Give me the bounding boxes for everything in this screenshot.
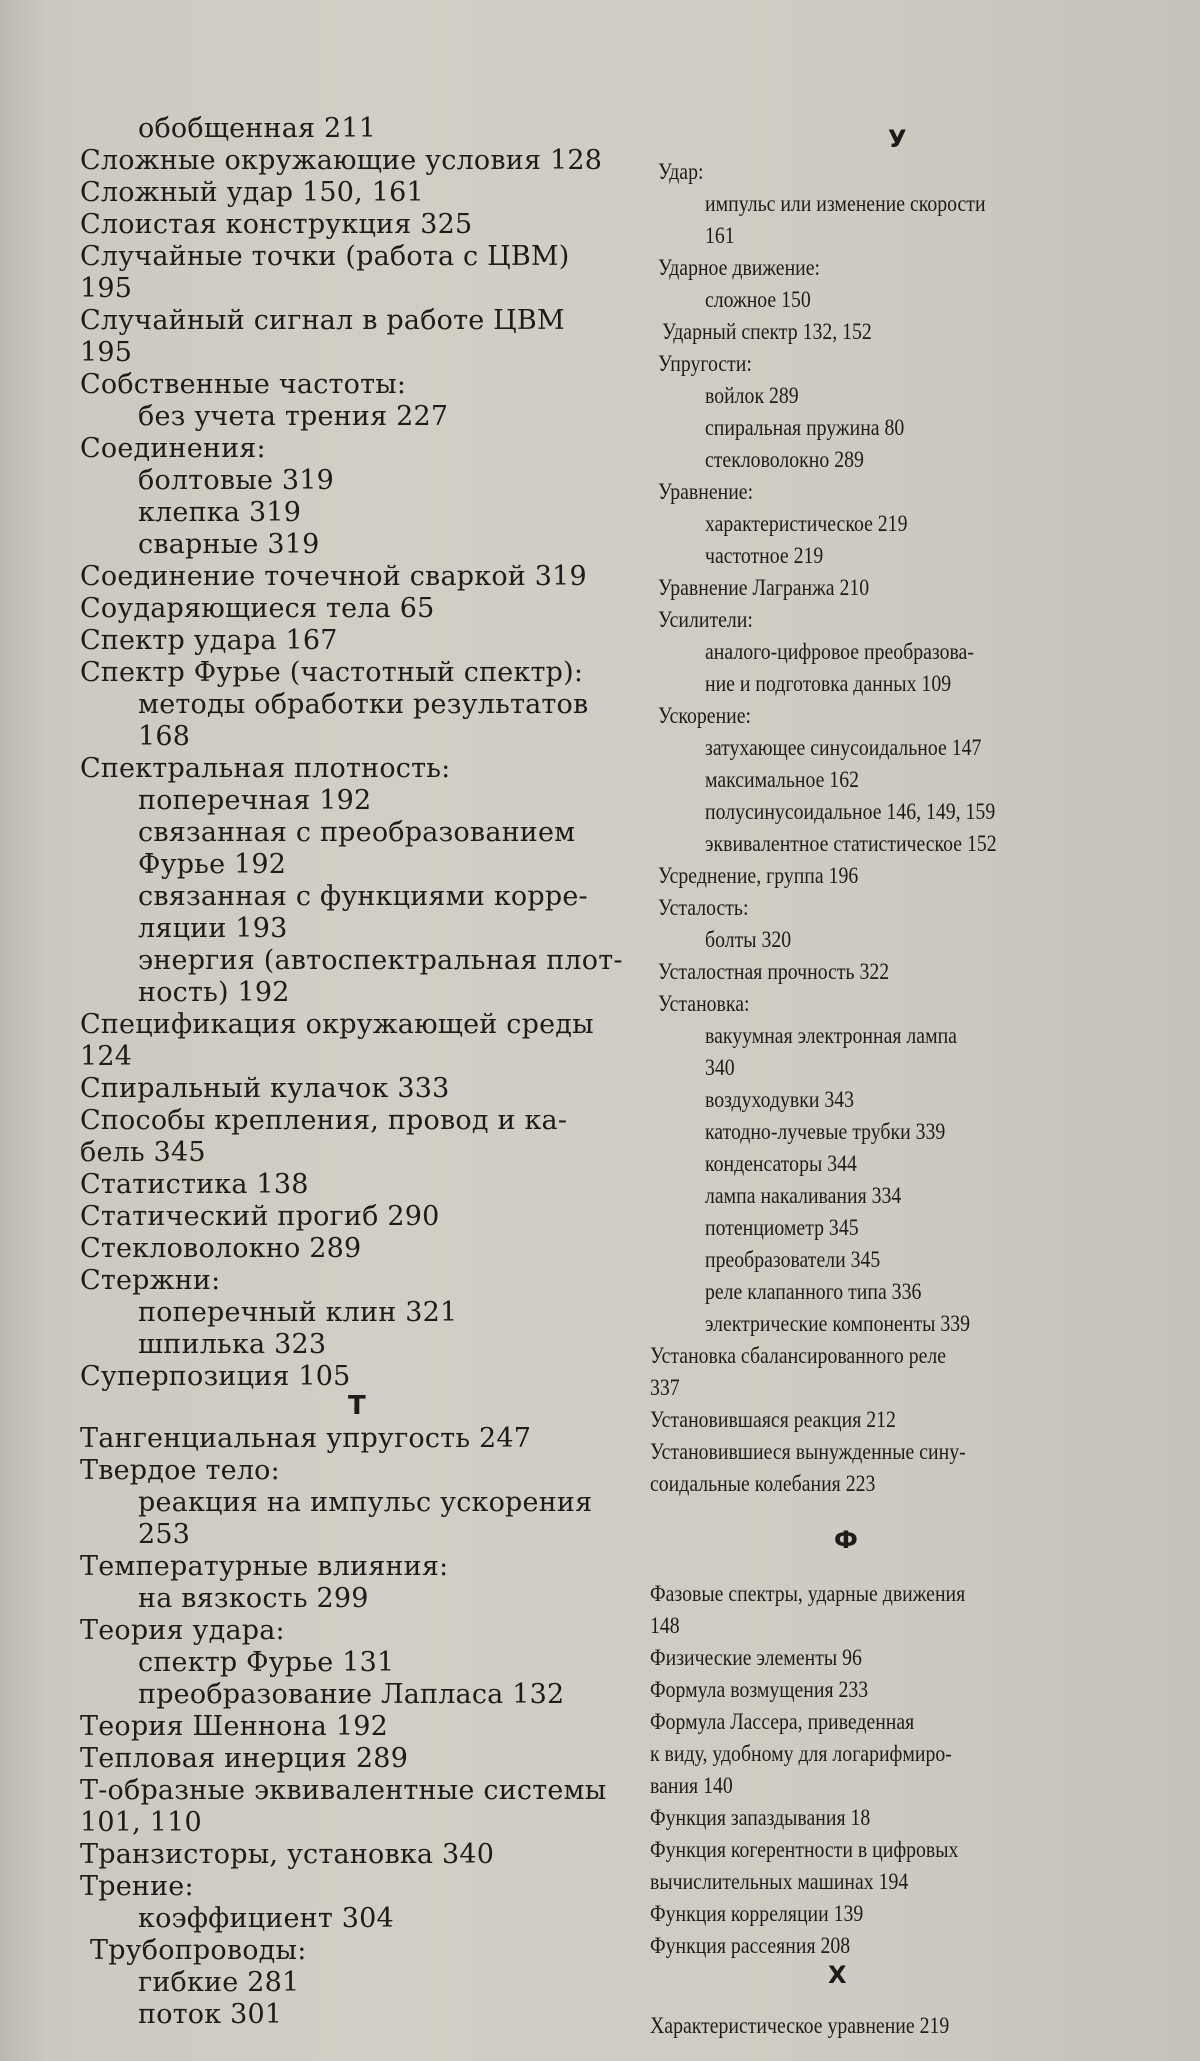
index-entry: Тепловая инерция 289 [80, 1743, 409, 1774]
index-entry: Ускорение: [658, 703, 752, 728]
index-entry: Фазовые спектры, ударные движения [650, 1581, 966, 1606]
index-entry: Усталостная прочность 322 [658, 959, 890, 984]
index-subentry: характеристическое 219 [705, 511, 908, 536]
index-entry: Установившаяся реакция 212 [650, 1407, 896, 1432]
index-entry: Теория Шеннона 192 [80, 1711, 388, 1742]
index-subentry: без учета трения 227 [138, 401, 449, 432]
index-entry-continuation: бель 345 [80, 1137, 206, 1168]
index-entry: Стержни: [80, 1265, 221, 1296]
index-entry: Твердое тело: [80, 1455, 280, 1486]
index-entry: Функция запаздывания 18 [650, 1805, 871, 1830]
index-entry-continuation: 148 [650, 1613, 680, 1638]
index-entry: Т-образные эквивалентные системы [80, 1775, 607, 1806]
index-entry: Удар: [658, 159, 704, 184]
index-subentry: сварные 319 [138, 529, 320, 560]
index-entry: Ударное движение: [658, 255, 821, 280]
index-subentry: гибкие 281 [138, 1967, 300, 1998]
index-entry: Установка сбалансированного реле [650, 1343, 947, 1368]
index-entry: Функция рассеяния 208 [650, 1933, 851, 1958]
index-subentry: стекловолокно 289 [705, 447, 864, 472]
index-entry-continuation: соидальные колебания 223 [650, 1471, 876, 1496]
index-subentry: затухающее синусоидальное 147 [705, 735, 982, 760]
index-entry: Слоистая конструкция 325 [80, 209, 473, 240]
index-subentry: болтовые 319 [138, 465, 335, 496]
index-entry: Усталость: [658, 895, 749, 920]
index-subentry: импульс или изменение скорости [705, 191, 986, 216]
index-entry: Спектр удара 167 [80, 625, 338, 656]
index-subentry: электрические компоненты 339 [705, 1311, 971, 1336]
index-entry: Формула возмущения 233 [650, 1677, 869, 1702]
index-entry: Суперпозиция 105 [80, 1361, 351, 1392]
index-entry: Способы крепления, провод и ка- [80, 1105, 568, 1136]
index-subentry: конденсаторы 344 [705, 1151, 857, 1176]
index-subentry: спектр Фурье 131 [138, 1647, 395, 1678]
index-subentry-continuation: 340 [705, 1055, 735, 1080]
index-subentry: болты 320 [705, 927, 792, 952]
index-entry: Функция корреляции 139 [650, 1901, 864, 1926]
index-subentry: поперечная 192 [138, 785, 372, 816]
index-subentry: связанная с преобразованием [138, 817, 576, 848]
index-entry: Усилители: [658, 607, 753, 632]
index-subentry: частотное 219 [705, 543, 824, 568]
index-subentry: аналого-цифровое преобразова- [705, 639, 974, 664]
index-entry: Спецификация окружающей среды [80, 1009, 594, 1040]
index-entry: Собственные частоты: [80, 369, 407, 400]
index-entry: Температурные влияния: [80, 1551, 449, 1582]
index-subentry-continuation: ляции 193 [138, 913, 288, 944]
index-entry: Транзисторы, установка 340 [80, 1839, 495, 1870]
index-entry: Спектральная плотность: [80, 753, 451, 784]
index-subentry: на вязкость 299 [138, 1583, 369, 1614]
index-entry: Ударный спектр 132, 152 [662, 319, 872, 344]
index-entry: Спиральный кулачок 333 [80, 1073, 450, 1104]
index-entry: Сложные окружающие условия 128 [80, 145, 603, 176]
section-letter-h: Х [828, 1961, 847, 1989]
index-subentry: связанная с функциями корре- [138, 881, 588, 912]
index-subentry: методы обработки результатов [138, 689, 589, 720]
index-subentry: клепка 319 [138, 497, 302, 528]
index-subentry-continuation: ние и подготовка данных 109 [705, 671, 952, 696]
index-subentry: полусинусоидальное 146, 149, 159 [705, 799, 996, 824]
index-entry: Соударяющиеся тела 65 [80, 593, 435, 624]
index-subentry-continuation: 168 [138, 721, 191, 752]
index-subentry: поток 301 [138, 1999, 283, 2030]
index-entry: Трубопроводы: [90, 1935, 307, 1966]
index-entry-continuation: 124 [80, 1041, 133, 1072]
index-entry: Сложный удар 150, 161 [80, 177, 424, 208]
index-entry: Теория удара: [80, 1615, 285, 1646]
index-subentry: реле клапанного типа 336 [705, 1279, 922, 1304]
index-entry-continuation: к виду, удобному для логарифмиро- [650, 1741, 952, 1766]
index-entry-continuation: 337 [650, 1375, 680, 1400]
index-subentry: обобщенная 211 [138, 113, 377, 144]
index-entry: Физические элементы 96 [650, 1645, 862, 1670]
index-entry: Уравнение: [658, 479, 754, 504]
index-entry-continuation: 101, 110 [80, 1807, 202, 1838]
index-entry: Установка: [658, 991, 750, 1016]
index-subentry: потенциометр 345 [705, 1215, 859, 1240]
index-entry: Стекловолокно 289 [80, 1233, 362, 1264]
section-letter-t: Т [348, 1391, 366, 1421]
index-subentry-continuation: 161 [705, 223, 735, 248]
index-subentry: войлок 289 [705, 383, 799, 408]
index-subentry-continuation: 253 [138, 1519, 191, 1550]
index-entry: Уравнение Лагранжа 210 [658, 575, 870, 600]
index-subentry: реакция на импульс ускорения [138, 1487, 593, 1518]
index-subentry: вакуумная электронная лампа [705, 1023, 957, 1048]
index-entry: Спектр Фурье (частотный спектр): [80, 657, 584, 688]
index-entry: Тангенциальная упругость 247 [80, 1423, 532, 1454]
index-subentry: коэффициент 304 [138, 1903, 394, 1934]
index-entry: Случайный сигнал в работе ЦВМ [80, 305, 565, 336]
index-entry: Статический прогиб 290 [80, 1201, 440, 1232]
index-entry: Усреднение, группа 196 [658, 863, 859, 888]
index-entry: Функция когерентности в цифровых [650, 1837, 959, 1862]
section-letter-f: Ф [834, 1526, 858, 1554]
index-subentry-continuation: ность) 192 [138, 977, 290, 1008]
section-letter-u: У [888, 125, 907, 153]
index-subentry: сложное 150 [705, 287, 811, 312]
index-entry: Статистика 138 [80, 1169, 309, 1200]
index-subentry: энергия (автоспектральная плот- [138, 945, 623, 976]
index-entry-continuation: 195 [80, 273, 133, 304]
index-entry: Соединение точечной сваркой 319 [80, 561, 587, 592]
index-subentry: максимальное 162 [705, 767, 859, 792]
index-subentry-continuation: Фурье 192 [138, 849, 287, 880]
index-entry: Характеристическое уравнение 219 [650, 2013, 950, 2038]
index-entry-continuation: вания 140 [650, 1773, 733, 1798]
index-subentry: лампа накаливания 334 [705, 1183, 902, 1208]
index-entry-continuation: 195 [80, 337, 133, 368]
index-subentry: воздуходувки 343 [705, 1087, 855, 1112]
index-entry: Соединения: [80, 433, 266, 464]
index-subentry: поперечный клин 321 [138, 1297, 458, 1328]
index-subentry: катодно-лучевые трубки 339 [705, 1119, 946, 1144]
index-subentry: преобразователи 345 [705, 1247, 881, 1272]
index-entry: Случайные точки (работа с ЦВМ) [80, 241, 570, 272]
index-subentry: преобразование Лапласа 132 [138, 1679, 565, 1710]
index-entry: Формула Лассера, приведенная [650, 1709, 915, 1734]
index-entry-continuation: вычислительных машинах 194 [650, 1869, 909, 1894]
index-subentry: эквивалентное статистическое 152 [705, 831, 997, 856]
index-entry: Упругости: [658, 351, 752, 376]
index-subentry: спиральная пружина 80 [705, 415, 905, 440]
index-entry: Трение: [80, 1871, 194, 1902]
index-subentry: шпилька 323 [138, 1329, 327, 1360]
index-entry: Установившиеся вынужденные сину- [650, 1439, 966, 1464]
